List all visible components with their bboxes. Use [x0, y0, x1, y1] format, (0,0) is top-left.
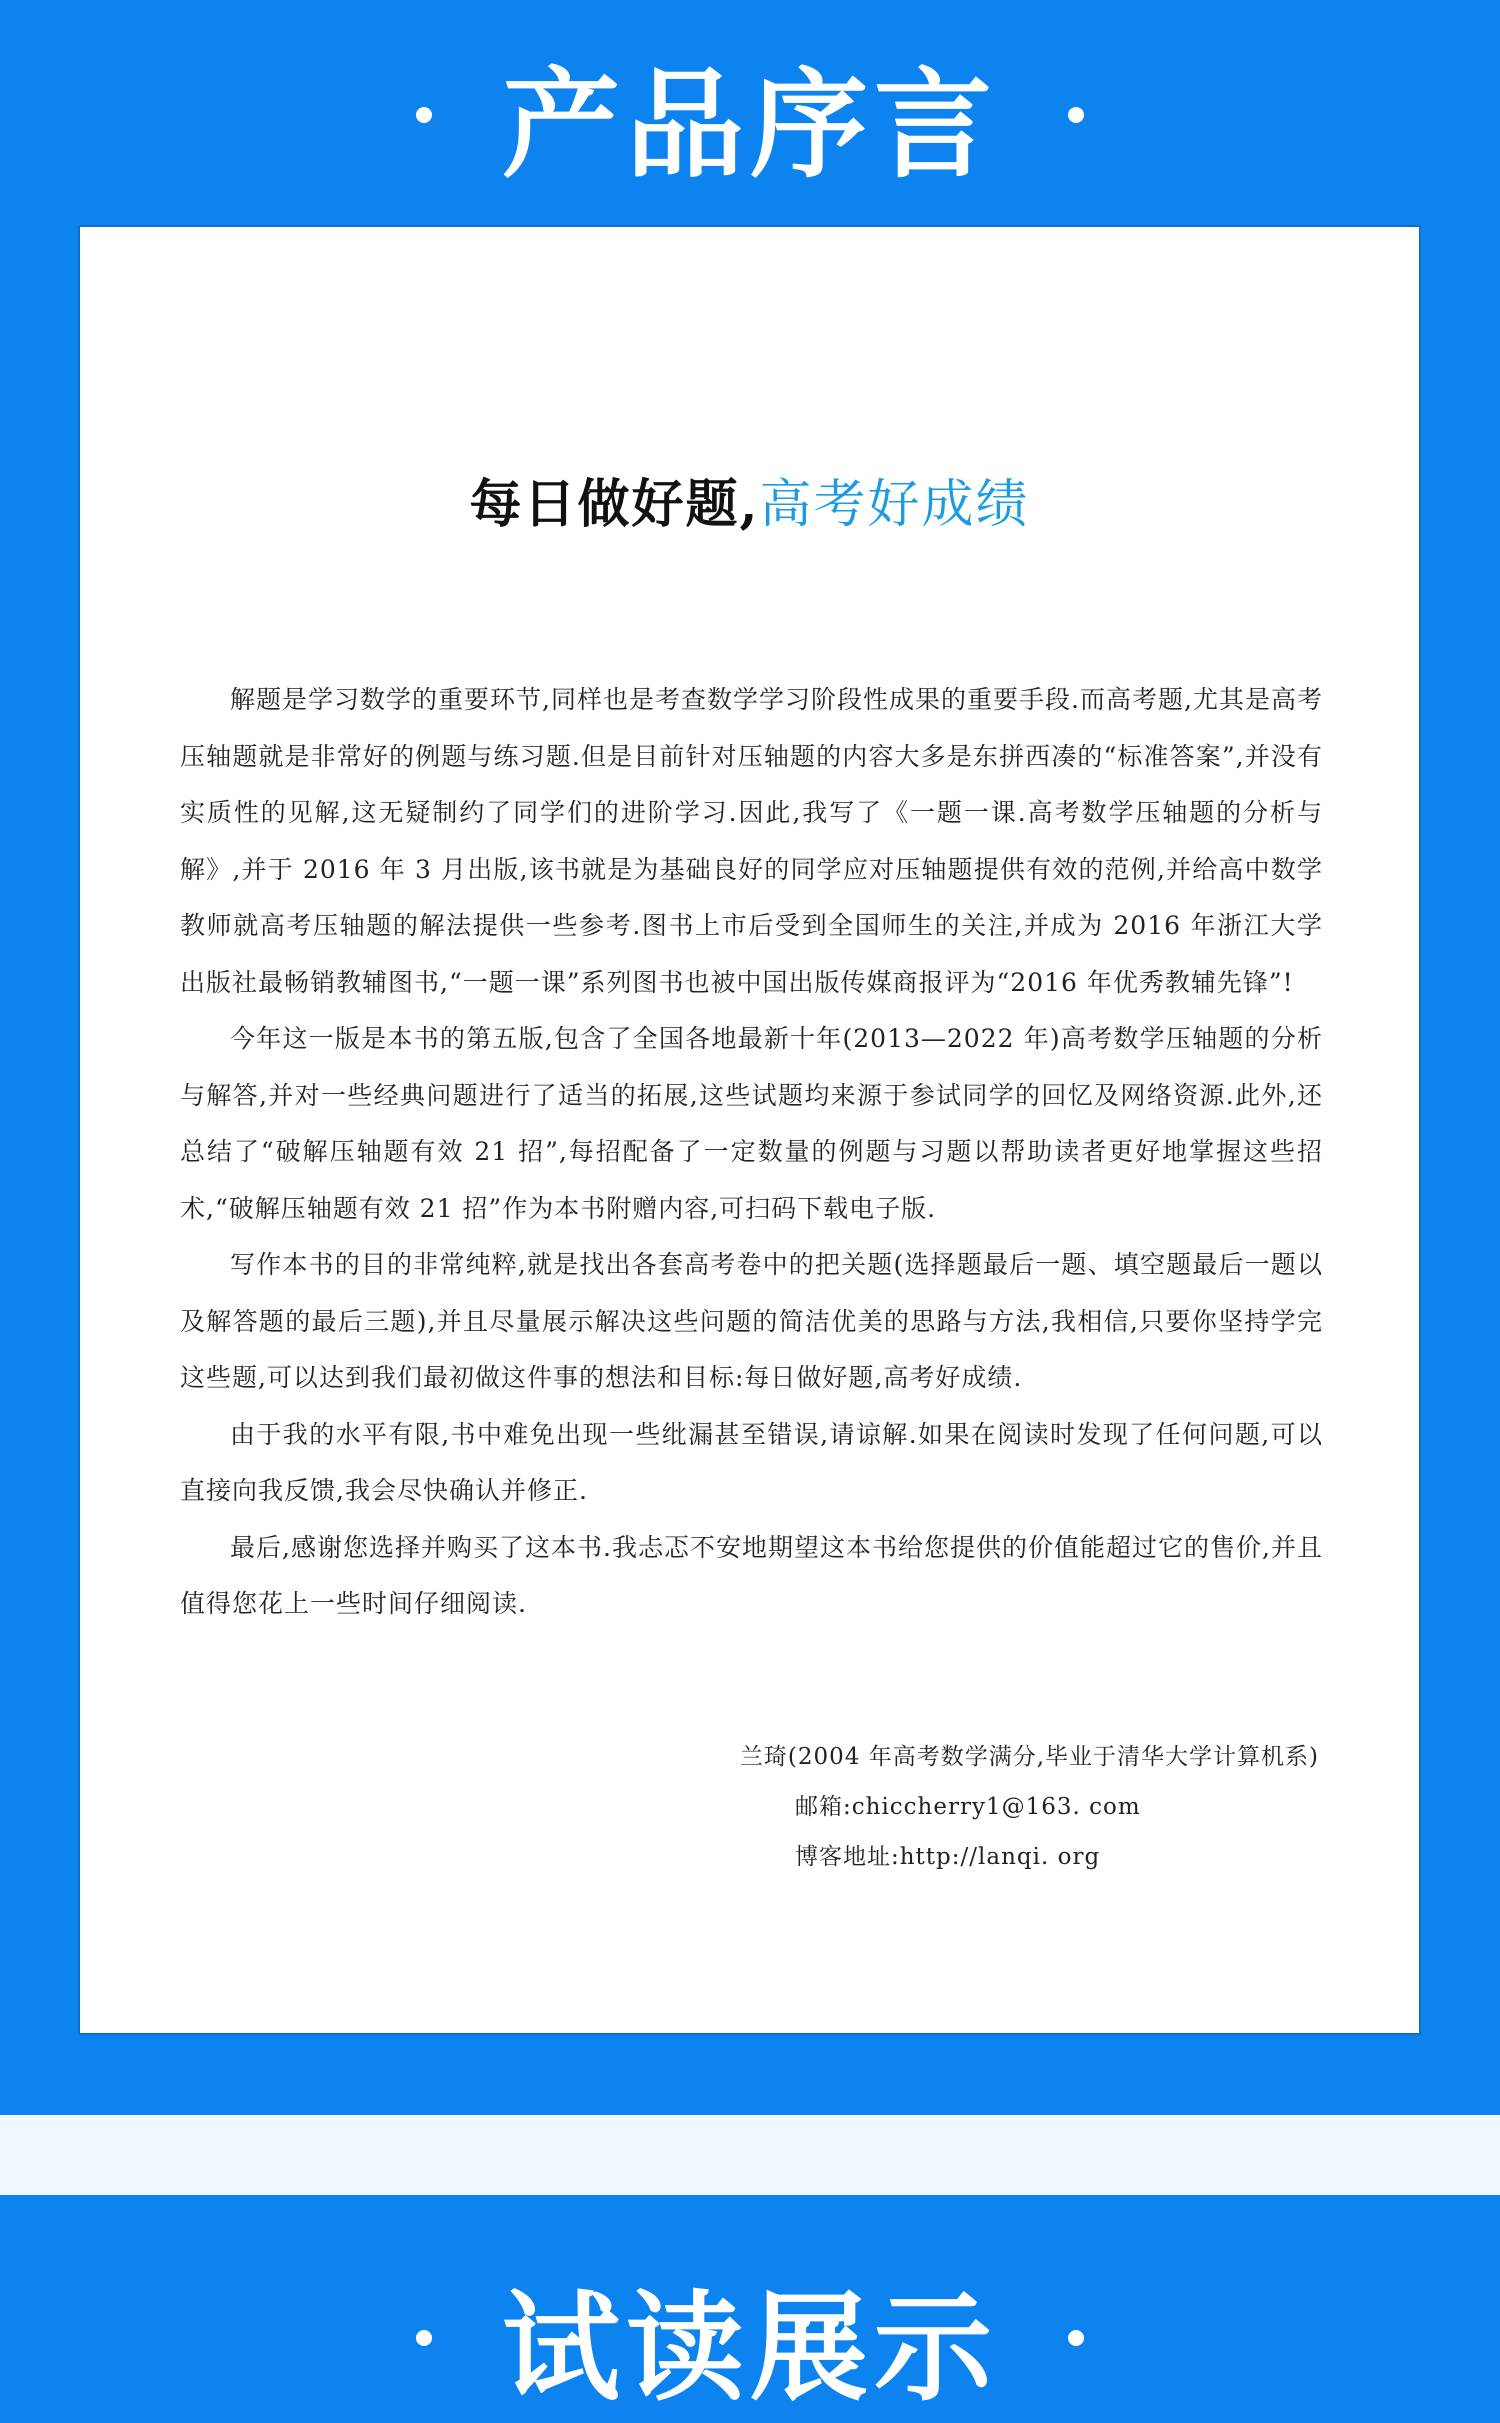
- section-title: 产品序言: [501, 56, 998, 194]
- preface-paragraph: 今年这一版是本书的第五版,包含了全国各地最新十年(2013—2022 年)高考数学压轴题的分析与解答,并对一些经典问题进行了适当的拓展,这些试题均来源于参试同学的回忆及网络资源.此外,还总结了“破解压轴题有效 21 招”,每招配备了一定数量的例题与习题以帮助读者更好地掌握这些招术,“破解压轴题有效 21 招”作为本书附赠内容,可扫码下载电子版.: [180, 1024, 1323, 1223]
- author-signature: [619, 1732, 1319, 1882]
- headline-accent: 高考好成绩: [759, 475, 1030, 535]
- preface-headline: [80, 462, 1419, 537]
- preface-paragraph: 写作本书的目的非常纯粹,就是找出各套高考卷中的把关题(选择题最后一题、填空题最后一题以及解答题的最后三题),并且尽量展示解决这些问题的简洁优美的思路与方法,我相信,只要你坚持学完这些题,可以达到我们最初做这件事的想法和目标:每日做好题,高考好成绩.: [180, 1250, 1323, 1392]
- left-dot-icon: [416, 107, 432, 123]
- author-credit: 兰琦(2004 年高考数学满分,毕业于清华大学计算机系): [739, 1744, 1319, 1770]
- section-header: [0, 40, 1500, 194]
- preface-page: [78, 225, 1421, 2035]
- author-blog: 博客地址:http://lanqi. org: [795, 1844, 1101, 1870]
- preface-paragraph: 由于我的水平有限,书中难免出现一些纰漏甚至错误,请谅解.如果在阅读时发现了任何问题,可以直接向我反馈,我会尽快确认并修正.: [180, 1419, 1323, 1505]
- next-section-title: 试读展示: [501, 2279, 998, 2417]
- author-email: 邮箱:chiccherry1@163. com: [795, 1794, 1141, 1820]
- headline-main: 每日做好题,: [469, 474, 760, 535]
- preface-paragraph: 最后,感谢您选择并购买了这本书.我忐忑不安地期望这本书给您提供的价值能超过它的售价,并且值得您花上一些时间仔细阅读.: [180, 1532, 1323, 1618]
- preface-paragraph: 解题是学习数学的重要环节,同样也是考查数学学习阶段性成果的重要手段.而高考题,尤其是高考压轴题就是非常好的例题与练习题.但是目前针对压轴题的内容大多是东拼西凑的“标准答案”,并没有实质性的见解,这无疑制约了同学们的进阶学习.因此,我写了《一题一课.高考数学压轴题的分析与解》,并于 2016 年 3 月出版,该书就是为基础良好的同学应对压轴题提供有效的范例,并给高中数学教师就高考压轴题的解法提供一些参考.图书上市后受到全国师生的关注,并成为 2016 年浙江大学出版社最畅销教辅图书,“一题一课”系列图书也被中国出版传媒商报评为“2016 年优秀教辅先锋”!: [180, 685, 1323, 997]
- trial-reading-section: [0, 2195, 1500, 2417]
- right-dot-icon: [1068, 107, 1084, 123]
- preface-body: [180, 672, 1323, 1633]
- left-dot-icon: [416, 2330, 432, 2346]
- section-header-next: [0, 2263, 1500, 2417]
- right-dot-icon: [1068, 2330, 1084, 2346]
- section-divider-band: [0, 2115, 1500, 2195]
